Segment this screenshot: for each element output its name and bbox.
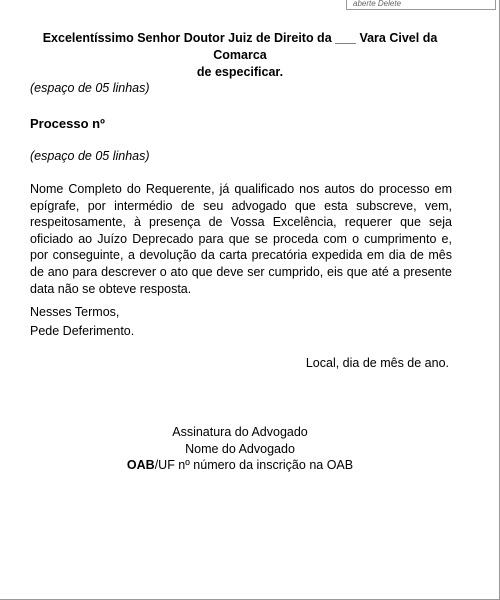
body-paragraph: Nome Completo do Requerente, já qualificado nos autos do processo em epígrafe, por intermédio de seu advogado que esta subscreve, vem, respeitosamente, à presença de Vossa Excelência, requerer que seja oficiado ao Juízo Deprecado para que se proceda com o cumprimento e, por conseguinte, a devolução da carta precatória expedida em dia de mês de ano para descrever o ato que deve ser cumprido, eis que até a presente data não se obteve resposta. [30,182,452,296]
lawyer-name: Nome do Advogado [185,441,295,456]
local-date: Local, dia de mês de ano. [305,356,449,370]
oab-label: OAB [126,458,155,472]
signature-line: Assinatura do Advogado [172,425,308,439]
spacer-note-2: (espaço de 05 linhas) [30,149,150,163]
processo-label: Processo nº [30,116,105,131]
closing-line-2: Pede Deferimento. [30,324,135,338]
corner-tag: aberte Delete [346,0,496,10]
closing-line-1: Nesses Termos, [30,305,120,319]
header-line-2: de especificar. [196,65,284,79]
spacer-note-1: (espaço de 05 linhas) [30,81,150,95]
oab-registration [90,457,390,474]
header-line-1: Excelentíssimo Senhor Doutor Juiz de Direito da ___ Vara Civel da Comarca [42,31,438,62]
signature-block [90,424,390,474]
oab-number-text: /UF nº número da inscrição na OAB [154,458,354,472]
document-header [20,30,460,81]
closing-block [30,303,134,341]
